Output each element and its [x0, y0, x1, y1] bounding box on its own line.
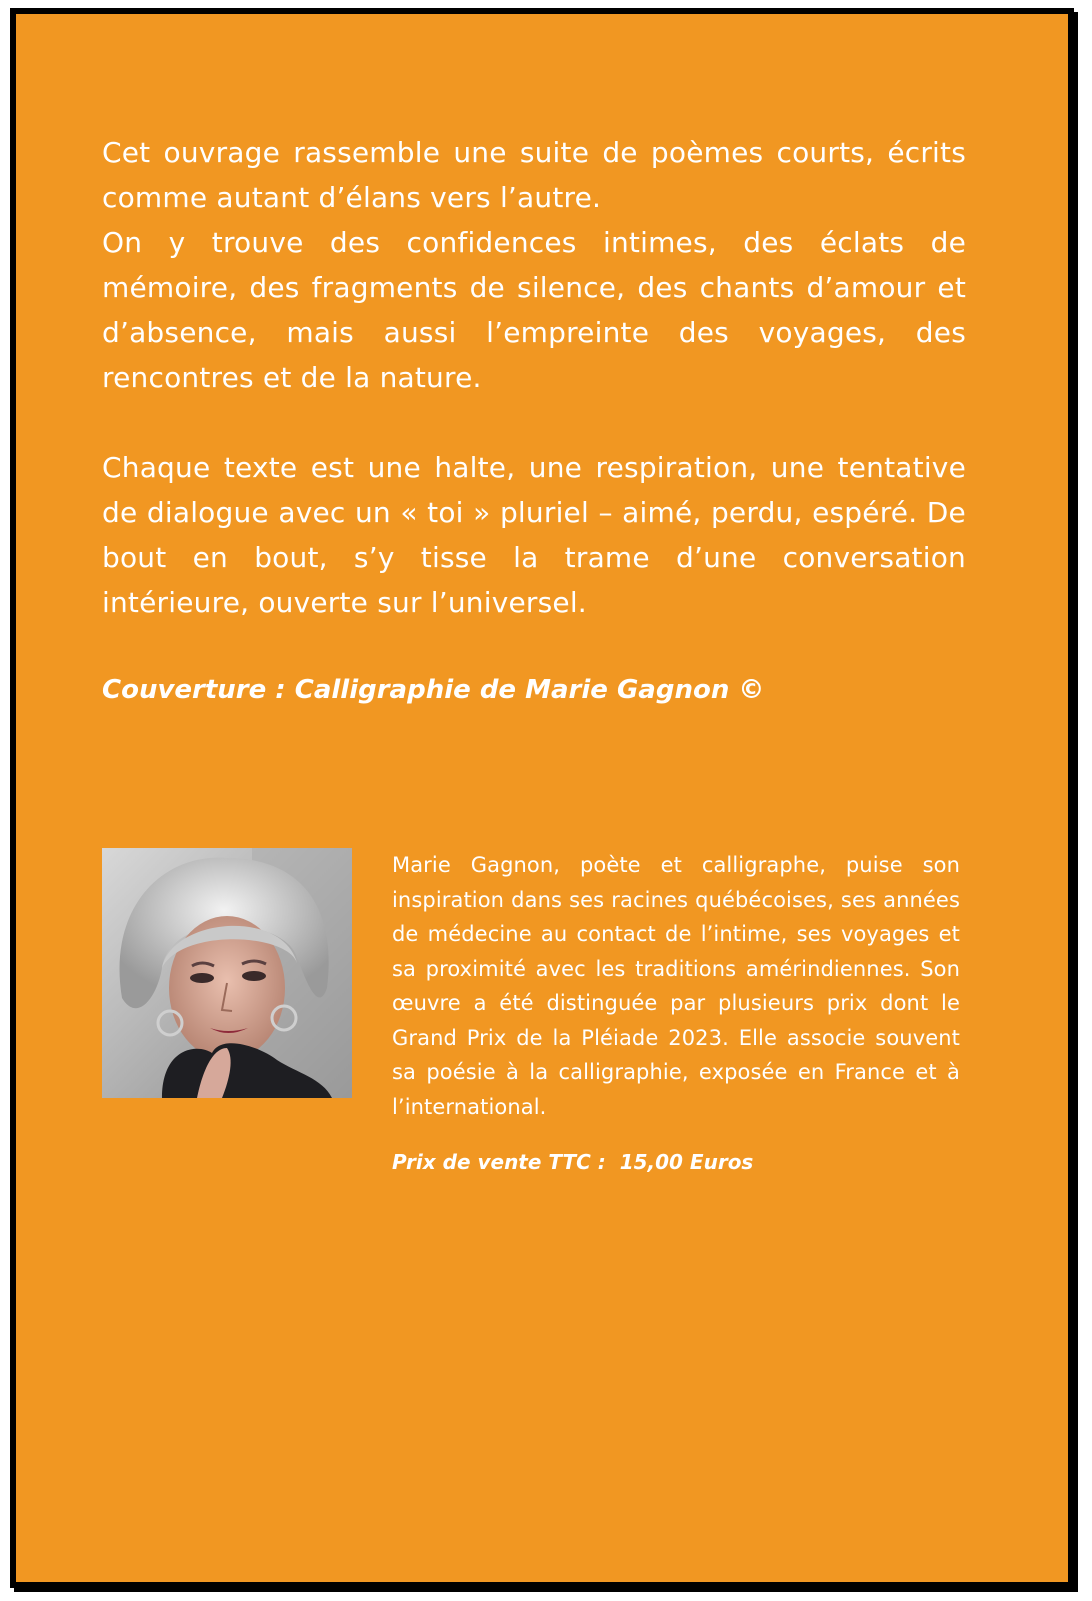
author-bio: Marie Gagnon, poète et calligraphe, puise son inspiration dans ses racines québécoises, ses années de médecine au contact de l’intime, ses voyages et sa proximité avec les traditions amérindiennes. Son œuvre a été distinguée par plusieurs prix dont le Grand Prix de la Pléiade 2023. Elle associe souvent sa poésie à la calligraphie, exposée en France et à l’international.: [392, 853, 960, 1119]
author-section: [102, 848, 966, 1148]
blurb-paragraph-2: Chaque texte est une halte, une respiration, une tentative de dialogue avec un « toi » pluriel – aimé, perdu, espéré. De bout en bout, s’y tisse la trame d’une conversation intérieure, ouverte sur l’universel.: [102, 451, 966, 619]
blurb-paragraph-1b: On y trouve des confidences intimes, des éclats de mémoire, des fragments de silence, des chants d’amour et d’absence, mais aussi l’empreinte des voyages, des rencontres et de la nature.: [102, 226, 966, 394]
blurb: [102, 130, 966, 625]
blurb-paragraph-1a: Cet ouvrage rassemble une suite de poèmes courts, écrits comme autant d’élans vers l’autre.: [102, 136, 966, 214]
price-label: Prix de vente TTC : 15,00 Euros: [392, 1150, 754, 1174]
author-photo: [102, 848, 352, 1098]
cover-credit: Couverture : Calligraphie de Marie Gagnon ©: [102, 675, 765, 705]
